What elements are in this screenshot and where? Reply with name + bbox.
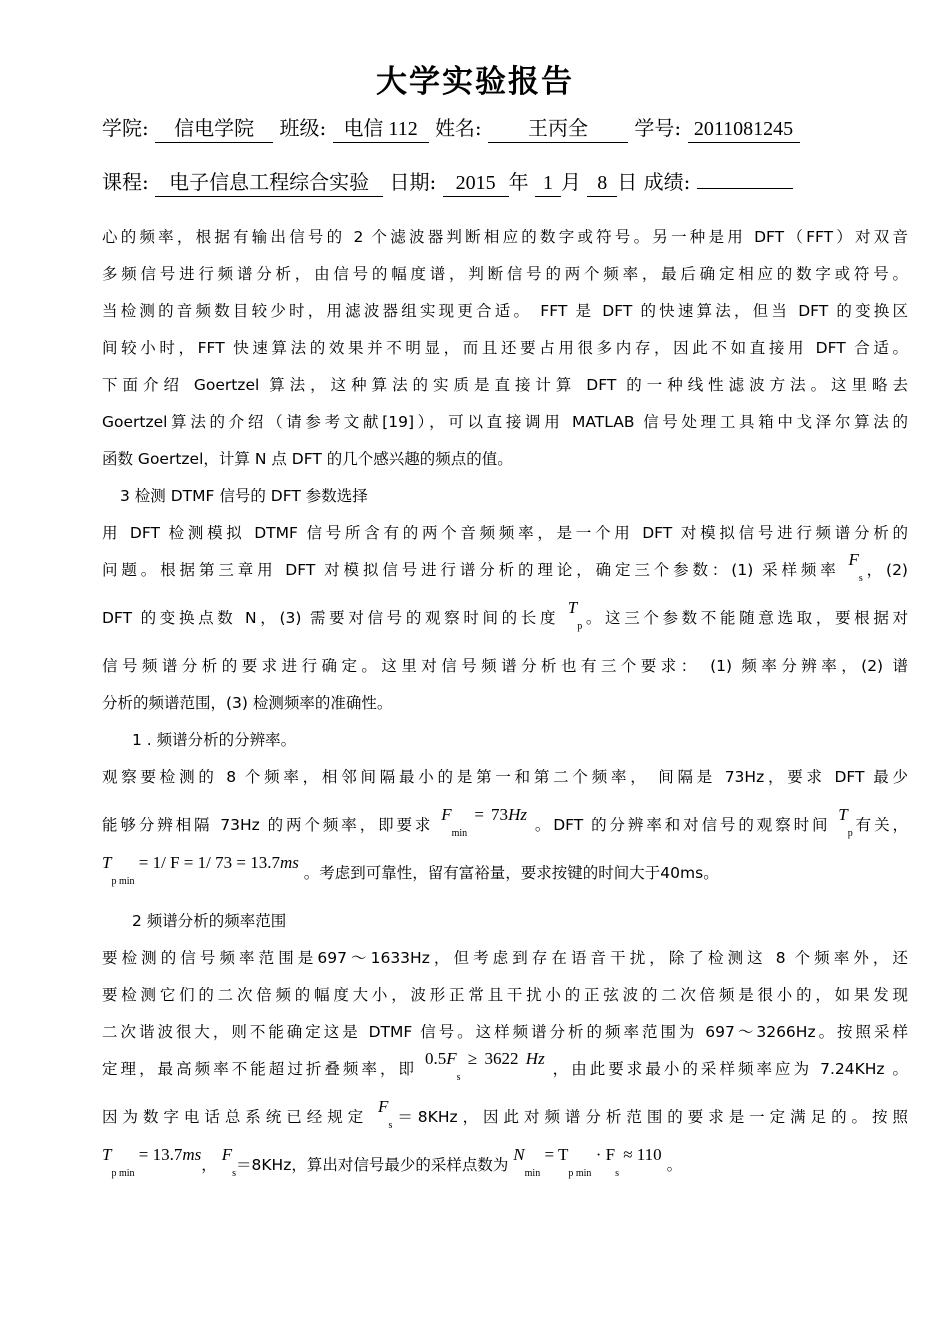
text-line: 二次谐波很大，则不能确定这是 DTMF 信号。这样频谱分析的频率范围为 697～3266Hz。按照采样 [102, 1023, 908, 1041]
day-value: 8 [587, 172, 617, 197]
section-heading-3: 3 检测 DTMF 信号的 DFT 参数选择 [120, 487, 368, 505]
class-value: 电信 112 [333, 112, 429, 143]
header-row-2 [102, 166, 793, 197]
text-segment: 。 [666, 1156, 683, 1174]
paragraph-dft-params [102, 518, 908, 725]
formula-tpmin-2: $T_{p min} = 13.7ms$ [102, 1145, 202, 1179]
text-segment: ＝8KHz，因此对频谱分析范围的要求是一定满足的。按照 [392, 1108, 908, 1126]
text-segment: DFT 的变换点数 N，(3) 需要对信号的观察时间的长度 [102, 609, 560, 627]
paragraph-frequency-range [102, 943, 908, 1198]
name-value: 王丙全 [488, 112, 628, 143]
text-segment: 定理，最高频率不能超过折叠频率，即 [102, 1060, 418, 1078]
paragraph-resolution [102, 762, 908, 906]
formula-fmin: $F_{min} = 73Hz$ [441, 805, 527, 839]
header-row-1 [102, 112, 800, 143]
course-value: 电子信息工程综合实验 [155, 166, 383, 197]
day-unit: 日 [617, 170, 638, 194]
text-line: 要检测的信号频率范围是697～1633Hz，但考虑到存在语音干扰，除了检测这 8 个频率外，还 [102, 949, 908, 967]
text-line: Goertzel算法的介绍（请参考文献[19]），可以直接调用 MATLAB 信号处理工具箱中戈泽尔算法的 [102, 413, 908, 431]
text-line: 当检测的音频数目较少时，用滤波器组实现更合适。 FFT 是 DFT 的快速算法，但当 DFT 的变换区 [102, 302, 908, 320]
text-segment: ＝8KHz，算出对信号最少的采样点数为 [236, 1156, 509, 1174]
formula-fs: $F_s$ [848, 550, 863, 584]
text-segment: 有关， [852, 816, 908, 834]
year-value: 2015 [443, 172, 509, 197]
text-line: 信号频谱分析的要求进行确定。这里对信号频谱分析也有三个要求： (1) 频率分辨率，(2) 谱 [102, 657, 908, 675]
formula-fs: $F_s$ [221, 1145, 237, 1179]
month-value: 1 [535, 172, 561, 197]
text-line [102, 1049, 909, 1102]
section-heading-1: 1 . 频谱分析的分辨率。 [132, 731, 297, 749]
text-line: 间较小时，FFT 快速算法的效果并不明显，而且还要占用很多内存，因此不如直接用 DFT 合适。 [102, 339, 908, 357]
class-label: 班级: [279, 116, 327, 140]
text-segment: ，(2) [862, 561, 908, 579]
date-label: 日期: [389, 170, 437, 194]
text-segment: ，由此要求最小的采样频率应为 7.24KHz 。 [552, 1060, 909, 1078]
text-line: 分析的频谱范围，(3) 检测频率的准确性。 [102, 694, 393, 712]
text-line [102, 1145, 908, 1198]
formula-fs: $F_s$ [378, 1097, 393, 1131]
text-line: 要检测它们的二次倍频的幅度大小，波形正常且干扰小的正弦波的二次倍频是很小的，如果发现 [102, 986, 908, 1004]
formula-nmin: $N_{min} = T_{p min} \cdot F_s \approx 110$ [513, 1145, 662, 1179]
student-id-value: 2011081245 [688, 118, 800, 143]
score-label: 成绩: [643, 170, 691, 194]
college-label: 学院: [102, 116, 149, 140]
course-label: 课程: [102, 170, 149, 194]
name-label: 姓名: [434, 116, 482, 140]
text-line: 心的频率，根据有输出信号的 2 个滤波器判断相应的数字或符号。另一种是用 DFT（FFT）对双音 [102, 228, 908, 246]
year-unit: 年 [508, 170, 529, 194]
formula-tp: $T_p$ [838, 805, 853, 839]
text-segment: 。考虑到可靠性，留有富裕量，要求按键的时间大于40ms。 [303, 864, 719, 882]
text-line: 多频信号进行频谱分析，由信号的幅度谱，判断信号的两个频率，最后确定相应的数字或符号。 [102, 265, 908, 283]
college-value: 信电学院 [155, 112, 273, 143]
text-line: 观察要检测的 8 个频率，相邻间隔最小的是第一和第二个频率， 间隔是 73Hz，要求 DFT 最少 [102, 768, 908, 786]
text-line [102, 805, 908, 858]
text-line: 函数 Goertzel，计算 N 点 DFT 的几个感兴趣的频点的值。 [102, 450, 513, 468]
paragraph-methods [102, 222, 908, 481]
text-line [102, 1097, 908, 1150]
text-line: 下面介绍 Goertzel 算法，这种算法的实质是直接计算 DFT 的一种线性滤波方法。这里略去 [102, 376, 908, 394]
text-line: 用 DFT 检测模拟 DTMF 信号所含有的两个音频频率，是一个用 DFT 对模拟信号进行频谱分析的 [102, 524, 908, 542]
formula-tpmin: $T_{p min} = 1/$ F = 1/ 73 = 13.7ms [102, 853, 299, 887]
formula-half-fs: $0.5F_s \ge 3622$ Hz [425, 1049, 545, 1083]
month-unit: 月 [560, 170, 581, 194]
text-line [102, 550, 908, 603]
text-segment: 。DFT 的分辨率和对信号的观察时间 [534, 816, 831, 834]
score-value [697, 187, 793, 189]
text-segment: 。这三个参数不能随意选取，要根据对 [582, 609, 908, 627]
text-segment: ， [201, 1156, 217, 1174]
report-body [102, 222, 908, 1198]
student-id-label: 学号: [634, 116, 682, 140]
text-segment: 问题。根据第三章用 DFT 对模拟信号进行谱分析的理论，确定三个参数：(1) 采样频率 [102, 561, 840, 579]
text-segment: 因为数字电话总系统已经规定 [102, 1108, 369, 1126]
section-heading-2: 2 频谱分析的频率范围 [132, 912, 287, 930]
text-segment: 能够分辨相隔 73Hz 的两个频率，即要求 [102, 816, 434, 834]
report-title: 大学实验报告 [376, 64, 574, 100]
text-line [102, 598, 908, 651]
formula-tp: $T_p$ [567, 598, 583, 632]
text-line [102, 853, 908, 906]
